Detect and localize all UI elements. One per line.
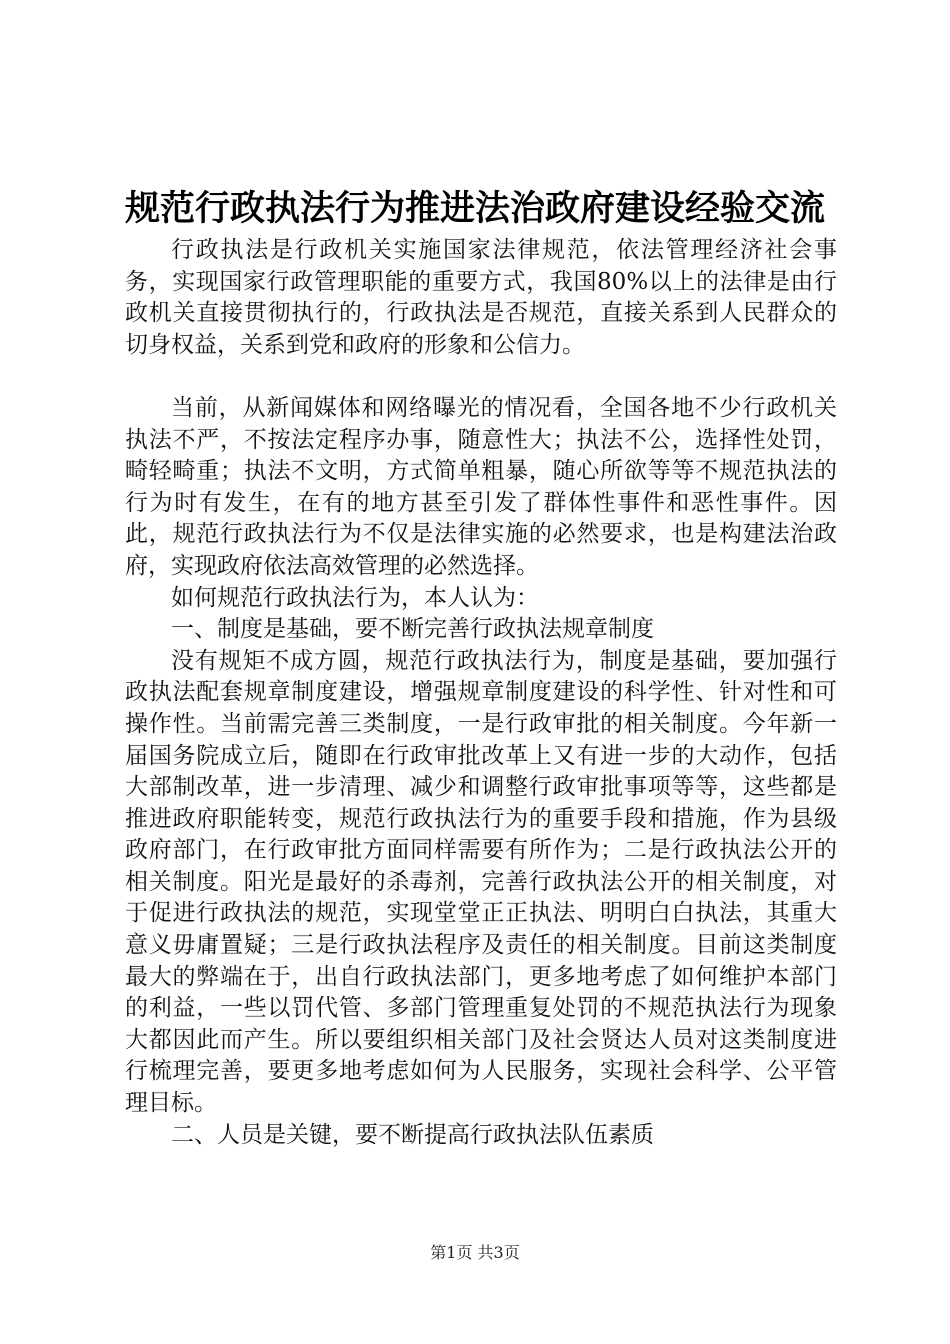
paragraph-intro: 行政执法是行政机关实施国家法律规范，依法管理经济社会事务，实现国家行政管理职能的重要方式，我国80%以上的法律是由行政机关直接贯彻执行的，行政执法是否规范，直接关系到人民群众的切身权益，关系到党和政府的形象和公信力。 — [125, 237, 837, 358]
page-number-footer: 第1页 共3页 — [430, 1243, 520, 1262]
paragraph-current-situation: 当前，从新闻媒体和网络曝光的情况看，全国各地不少行政机关执法不严，不按法定程序办事，随意性大；执法不公，选择性处罚，畸轻畸重；执法不文明，方式简单粗暴，随心所欲等等不规范执法的行为时有发生，在有的地方甚至引发了群体性事件和恶性事件。因此，规范行政执法行为不仅是法律实施的必然要求，也是构建法治政府，实现政府依法高效管理的必然选择。 — [125, 394, 837, 579]
section-heading-1: 一、制度是基础，要不断完善行政执法规章制度 — [171, 616, 654, 643]
paragraph-system-basis: 没有规矩不成方圆，规范行政执法行为，制度是基础，要加强行政执法配套规章制度建设，增强规章制度建设的科学性、针对性和可操作性。当前需完善三类制度，一是行政审批的相关制度。今年新一届国务院成立后，随即在行政审批改革上又有进一步的大动作，包括大部制改革，进一步清理、减少和调整行政审批事项等等，这些都是推进政府职能转变，规范行政执法行为的重要手段和措施，作为县级政府部门，在行政审批方面同样需要有所作为；二是行政执法公开的相关制度。阳光是最好的杀毒剂，完善行政执法公开的相关制度，对于促进行政执法的规范，实现堂堂正正执法、明明白白执法，其重大意义毋庸置疑；三是行政执法程序及责任的相关制度。目前这类制度最大的弊端在于，出自行政执法部门，更多地考虑了如何维护本部门的利益，一些以罚代管、多部门管理重复处罚的不规范执法行为现象大都因此而产生。所以要组织相关部门及社会贤达人员对这类制度进行梳理完善，要更多地考虑如何为人民服务，实现社会科学、公平管理目标。 — [125, 647, 837, 1117]
section-heading-2: 二、人员是关键，要不断提高行政执法队伍素质 — [171, 1121, 654, 1148]
paragraph-question: 如何规范行政执法行为，本人认为： — [171, 584, 539, 611]
paragraph-spacer — [125, 361, 837, 393]
document-body — [125, 235, 837, 1151]
document-title: 规范行政执法行为推进法治政府建设经验交流 — [124, 188, 825, 229]
